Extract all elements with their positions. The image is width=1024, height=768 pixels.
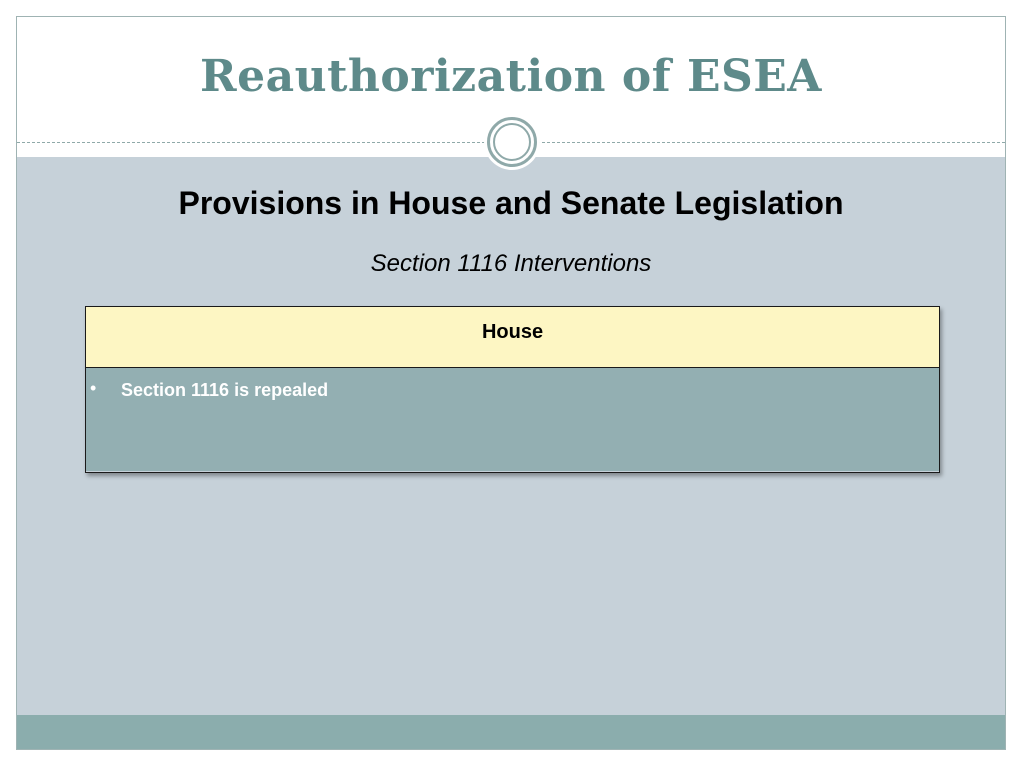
table-header-house: House bbox=[86, 307, 939, 368]
provisions-table bbox=[85, 306, 940, 473]
slide-title: Reauthorization of ESEA bbox=[200, 51, 822, 102]
divider-ornament-inner-ring bbox=[493, 123, 531, 161]
section-heading: Section 1116 Interventions bbox=[370, 250, 652, 277]
bullet-icon: • bbox=[90, 378, 97, 398]
table-bullet-text: Section 1116 is repealed bbox=[121, 380, 329, 400]
footer-band bbox=[17, 715, 1005, 750]
slide bbox=[16, 16, 1006, 750]
slide-subtitle: Provisions in House and Senate Legislation bbox=[178, 185, 844, 221]
table-body bbox=[86, 368, 939, 471]
